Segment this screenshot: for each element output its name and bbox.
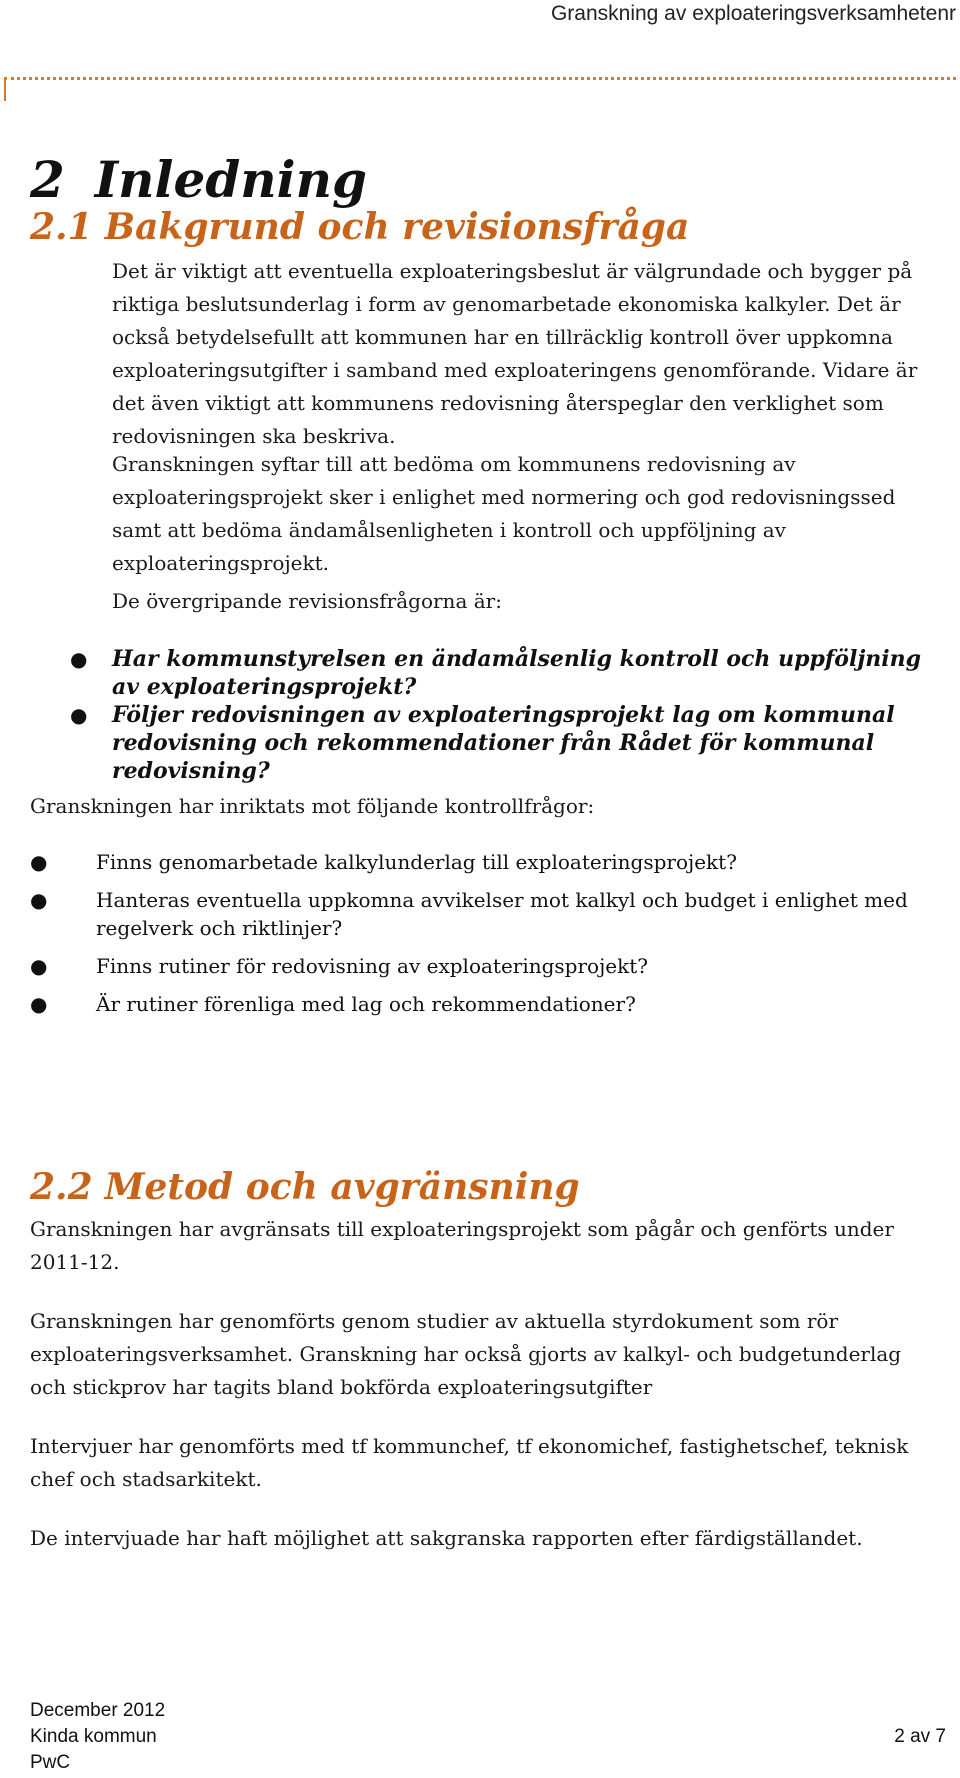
questions-intro: De övergripande revisionsfrågorna är: xyxy=(112,589,502,613)
chapter-heading xyxy=(30,150,367,209)
bullet-icon: ● xyxy=(70,647,88,671)
bullet-icon: ● xyxy=(30,992,48,1016)
section-heading-2-1 xyxy=(30,206,689,248)
bullet-icon: ● xyxy=(30,954,48,978)
control-question-text: Finns rutiner för redovisning av exploateringsprojekt? xyxy=(96,954,649,978)
background-paragraph: Det är viktigt att eventuella exploateringsbeslut är välgrundade och bygger på riktiga beslutsunderlag i form av genomarbetade ekonomiska kalkyler. Det är också betydelsefullt att kommunen har en tillräcklig kontroll över uppkomna exploateringsutgifter i samband med exploateringens genomförande. Vidare är det även viktigt att kommunens redovisning återspeglar den verklighet som redovisningen ska beskriva. xyxy=(112,259,918,448)
bullet-icon: ● xyxy=(70,703,88,727)
revision-question-item xyxy=(70,701,930,785)
chapter-number: 2 xyxy=(30,150,65,209)
interviews-paragraph: Intervjuer har genomförts med tf kommunchef, tf ekonomichef, fastighetschef, teknisk chef och stadsarkitekt. xyxy=(30,1434,909,1491)
control-question-text: Hanteras eventuella uppkomna avvikelser mot kalkyl och budget i enlighet med regelverk och riktlinjer? xyxy=(96,888,908,940)
footer-date: December 2012 xyxy=(30,1700,166,1721)
purpose-paragraph: Granskningen syftar till att bedöma om kommunens redovisning av exploateringsprojekt sker i enlighet med normering och god redovisningssed samt att bedöma ändamålsenligheten i kontroll och uppföljning av exploateringsprojekt. xyxy=(112,452,896,575)
review-paragraph: De intervjuade har haft möjlighet att sakgranska rapporten efter färdigställandet. xyxy=(30,1526,863,1550)
control-question-text: Finns genomarbetade kalkylunderlag till exploateringsprojekt? xyxy=(96,850,737,874)
header-tick-mark xyxy=(4,77,6,101)
revision-question-text: Följer redovisningen av exploateringsprojekt lag om kommunal redovisning och rekommendationer från Rådet för kommunal redovisning? xyxy=(112,702,895,784)
bullet-icon: ● xyxy=(30,850,48,874)
section-number: 2.1 xyxy=(30,206,93,248)
page-number: 2 av 7 xyxy=(894,1726,946,1747)
control-question-text: Är rutiner förenliga med lag och rekommendationer? xyxy=(96,992,636,1016)
revision-questions-list xyxy=(70,645,930,785)
section-heading-2-2 xyxy=(30,1166,580,1208)
revision-question-item xyxy=(70,645,930,701)
revision-question-text: Har kommunstyrelsen en ändamålsenlig kontroll och uppföljning av exploateringsprojekt? xyxy=(112,646,922,700)
running-header-title: Granskning av exploateringsverksamhetenr xyxy=(550,2,956,25)
control-question-item xyxy=(30,952,930,980)
method-paragraph: Granskningen har genomförts genom studier av aktuella styrdokument som rör exploateringsverksamhet. Granskning har också gjorts av kalkyl- och budgetunderlag och stickprov har tagits bland bokförda exploateringsutgifter xyxy=(30,1309,902,1399)
control-question-item xyxy=(30,990,930,1018)
control-question-item xyxy=(30,886,930,942)
footer-organization: Kinda kommun xyxy=(30,1726,157,1747)
bullet-icon: ● xyxy=(30,888,48,912)
header-divider xyxy=(4,77,956,80)
chapter-title: Inledning xyxy=(94,150,367,209)
footer-company: PwC xyxy=(30,1752,71,1773)
scope-paragraph: Granskningen har avgränsats till exploateringsprojekt som pågår och genförts under 2011-12. xyxy=(30,1217,894,1274)
control-questions-list xyxy=(30,848,930,1018)
page-footer xyxy=(30,1698,950,1776)
section-title: Bakgrund och revisionsfråga xyxy=(104,206,690,248)
control-question-item xyxy=(30,848,930,876)
section-title: Metod och avgränsning xyxy=(104,1166,580,1208)
control-questions-intro: Granskningen har inriktats mot följande kontrollfrågor: xyxy=(30,794,595,818)
section-number: 2.2 xyxy=(30,1166,93,1208)
